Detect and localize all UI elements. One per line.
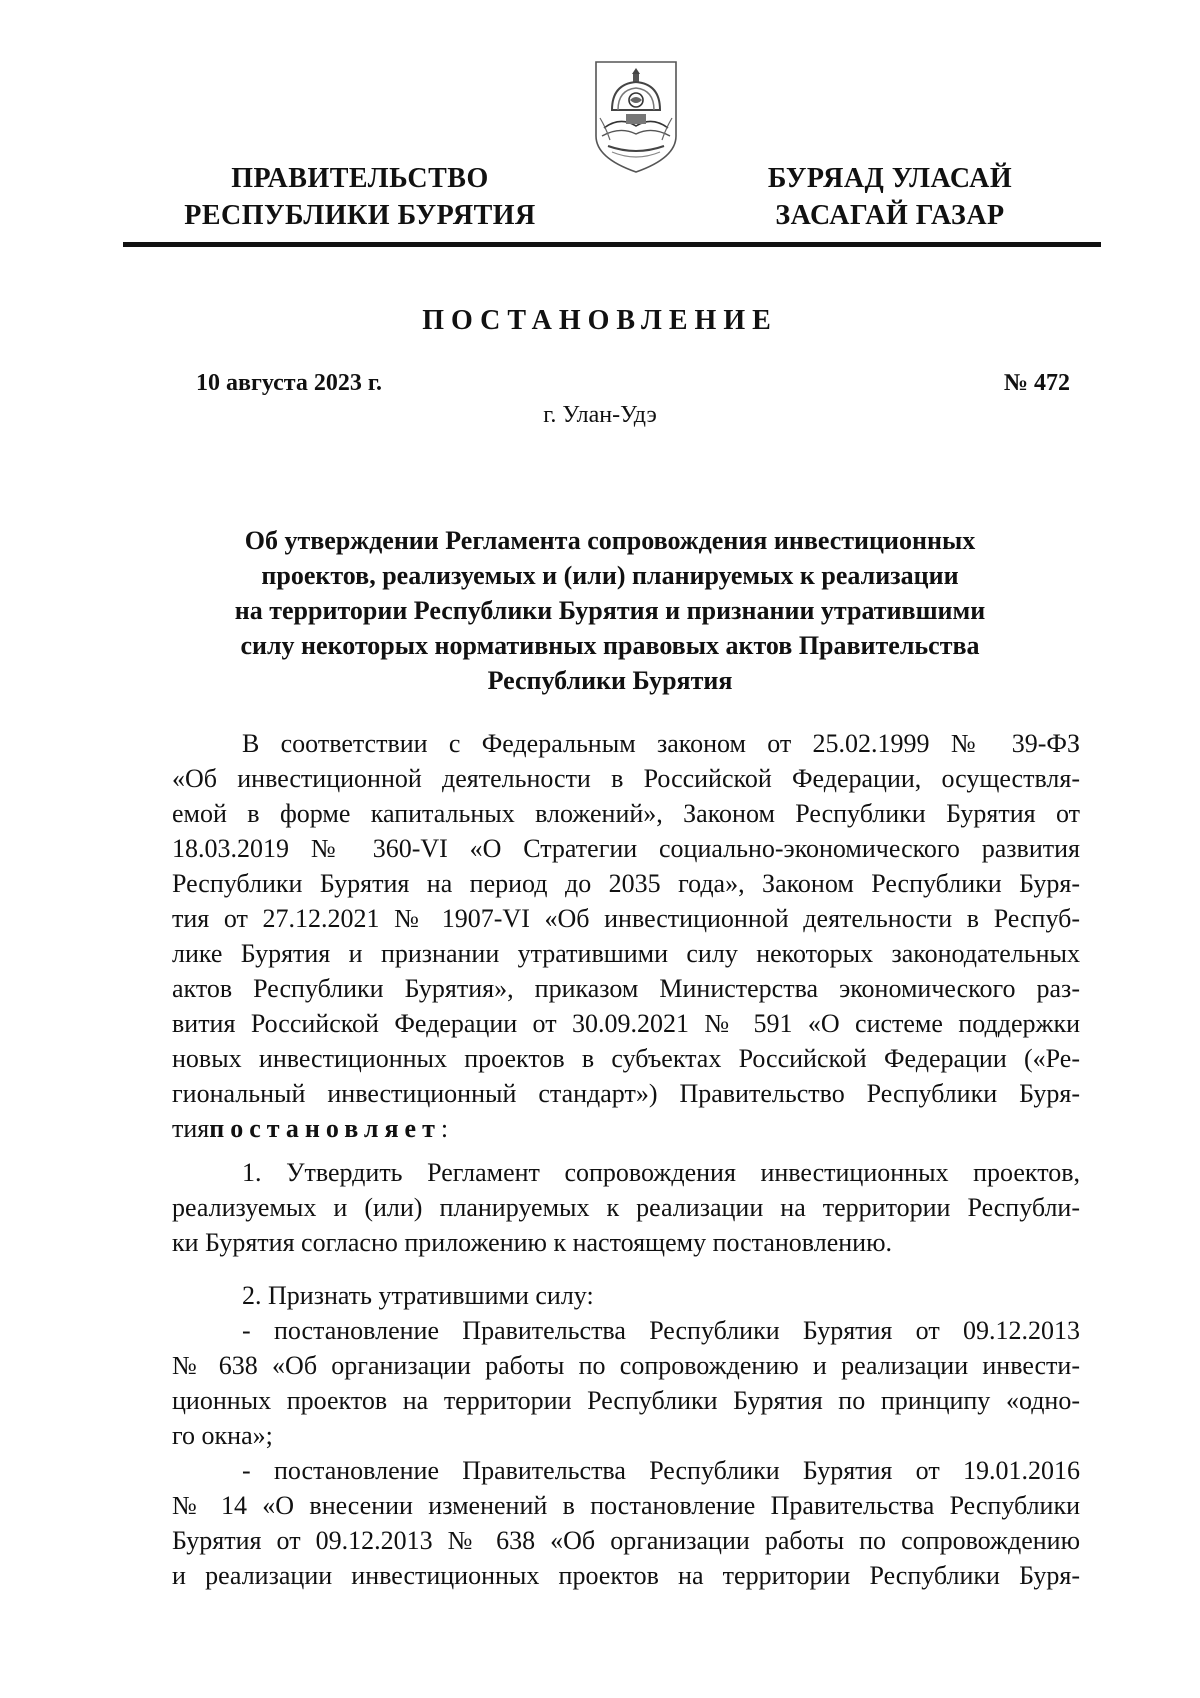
text-line: 18.03.2019 № 360-VI «О Стратегии социально-экономического развития bbox=[172, 834, 1080, 863]
document-title bbox=[190, 523, 1030, 698]
decree-keyword: постановляет bbox=[209, 1114, 441, 1143]
text-line: вития Российской Федерации от 30.09.2021 № 591 «О системе поддержки bbox=[172, 1009, 1080, 1038]
text-line: актов Республики Бурятия», приказом Министерства экономического раз- bbox=[172, 974, 1080, 1003]
republic-of-buryatia-coat-of-arms-icon bbox=[590, 58, 682, 176]
text-line: го окна»; bbox=[172, 1421, 273, 1450]
text-line: «Об инвестиционной деятельности в Российской Федерации, осуществля- bbox=[172, 764, 1080, 793]
title-line: Республики Бурятия bbox=[487, 666, 733, 695]
text-line: № 638 «Об организации работы по сопровождению и реализации инвести- bbox=[172, 1351, 1080, 1380]
text-line: Республики Бурятия на период до 2035 года», Законом Республики Буря- bbox=[172, 869, 1080, 898]
text-line: лике Бурятия и признании утратившими силу некоторых законодательных bbox=[172, 939, 1080, 968]
text-line: 2. Признать утратившими силу: bbox=[242, 1281, 594, 1310]
text-line: - постановление Правительства Республики Бурятия от 09.12.2013 bbox=[242, 1316, 1080, 1345]
document-type: ПОСТАНОВЛЕНИЕ bbox=[422, 305, 778, 336]
text-line bbox=[172, 1111, 1080, 1146]
issuer-line: РЕСПУБЛИКИ БУРЯТИЯ bbox=[184, 200, 536, 231]
issuer-name-russian bbox=[150, 160, 570, 234]
text-line: - постановление Правительства Республики Бурятия от 19.01.2016 bbox=[242, 1456, 1080, 1485]
title-line: Об утверждении Регламента сопровождения инвестиционных bbox=[244, 526, 976, 555]
preamble-paragraph bbox=[172, 726, 1080, 1146]
text-line: В соответствии с Федеральным законом от 25.02.1999 № 39-ФЗ bbox=[242, 729, 1080, 758]
title-line: силу некоторых нормативных правовых актов Правительства bbox=[240, 631, 980, 660]
title-line: проектов, реализуемых и (или) планируемых к реализации bbox=[261, 561, 959, 590]
text-line: ки Бурятия согласно приложению к настоящему постановлению. bbox=[172, 1228, 893, 1257]
issuer-line: ПРАВИТЕЛЬСТВО bbox=[231, 163, 489, 194]
text-fragment: : bbox=[440, 1114, 449, 1143]
document-city: г. Улан-Удэ bbox=[543, 402, 657, 428]
header-divider bbox=[123, 242, 1101, 247]
text-fragment: тия bbox=[172, 1114, 210, 1143]
text-line: реализуемых и (или) планируемых к реализации на территории Республи- bbox=[172, 1193, 1080, 1222]
item-2-paragraph bbox=[172, 1278, 1080, 1593]
text-line: ционных проектов на территории Республики Бурятия по принципу «одно- bbox=[172, 1386, 1080, 1415]
text-line: 1. Утвердить Регламент сопровождения инвестиционных проектов, bbox=[242, 1158, 1080, 1187]
document-date: 10 августа 2023 г. bbox=[196, 370, 383, 396]
text-line: Бурятия от 09.12.2013 № 638 «Об организации работы по сопровождению bbox=[172, 1526, 1080, 1555]
text-line: и реализации инвестиционных проектов на территории Республики Буря- bbox=[172, 1561, 1080, 1590]
text-line: № 14 «О внесении изменений в постановление Правительства Республики bbox=[172, 1491, 1080, 1520]
text-line: емой в форме капитальных вложений», Законом Республики Бурятия от bbox=[172, 799, 1080, 828]
issuer-name-buryat bbox=[720, 160, 1060, 234]
text-line: тия от 27.12.2021 № 1907-VI «Об инвестиционной деятельности в Респуб- bbox=[172, 904, 1080, 933]
issuer-line: БУРЯАД УЛАСАЙ bbox=[767, 163, 1013, 194]
title-line: на территории Республики Бурятия и признании утратившими bbox=[234, 596, 986, 625]
item-1-paragraph bbox=[172, 1155, 1080, 1260]
issuer-line: ЗАСАГАЙ ГАЗАР bbox=[775, 200, 1005, 231]
text-line: гиональный инвестиционный стандарт») Правительство Республики Буря- bbox=[172, 1079, 1080, 1108]
text-line: новых инвестиционных проектов в субъектах Российской Федерации («Ре- bbox=[172, 1044, 1080, 1073]
document-number: № 472 bbox=[1003, 370, 1070, 396]
